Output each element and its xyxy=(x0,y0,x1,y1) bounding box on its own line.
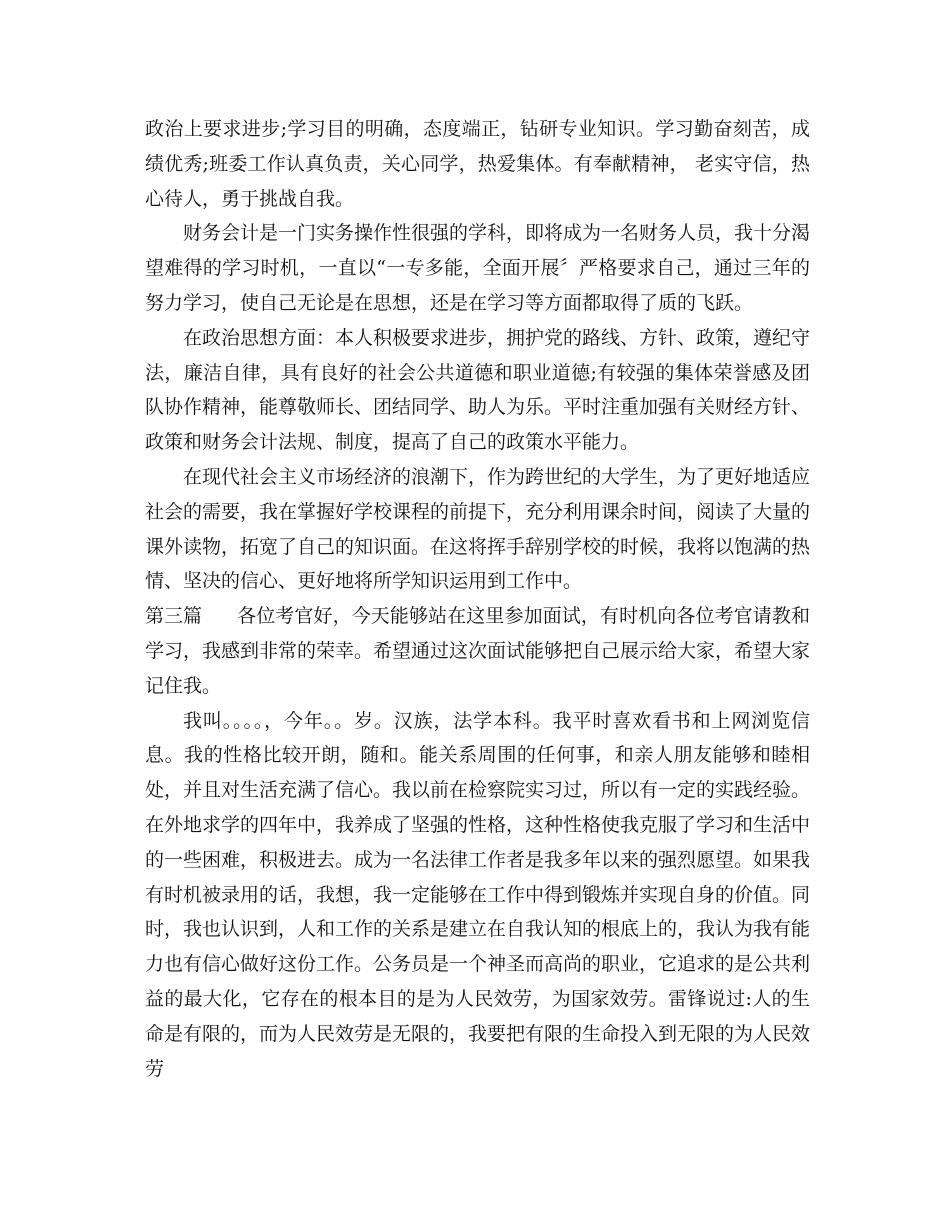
paragraph-3: 在政治思想方面：本人积极要求进步，拥护党的路线、方针、政策，遵纪守法，廉洁自律，具有良好的社会公共道德和职业道德;有较强的集体荣誉感及团队协作精神，能尊敬师长、团结同学、助人为乐。平时注重加强有关财经方针、政策和财务会计法规、制度，提高了自己的政策水平能力。 xyxy=(145,326,811,454)
section-label: 第三篇 xyxy=(145,605,203,628)
paragraph-4: 在现代社会主义市场经济的浪潮下，作为跨世纪的大学生，为了更好地适应社会的需要，我在掌握好学校课程的前提下，充分利用课余时间，阅读了大量的课外读物，拓宽了自己的知识面。在这将挥手辞别学校的时候，我将以饱满的热情、坚决的信心、更好地将所学知识运用到工作中。 xyxy=(145,465,811,593)
section-text: 各位考官好，今天能够站在这里参加面试，有时机向各位考官请教和学习，我感到非常的荣幸。希望通过这次面试能够把自己展示给大家，希望大家记住我。 xyxy=(145,605,811,697)
document-page xyxy=(145,112,810,1086)
paragraph-1: 政治上要求进步;学习目的明确，态度端正，钻研专业知识。学习勤奋刻苦，成绩优秀;班委工作认真负责，关心同学，热爱集体。有奉献精神， 老实守信，热心待人，勇于挑战自我。 xyxy=(145,118,810,210)
final-paragraph: 我叫。。。。，今年。。岁。汉族，法学本科。我平时喜欢看书和上网浏览信息。我的性格比较开朗，随和。能关系周围的任何事，和亲人朋友能够和睦相处，并且对生活充满了信心。我以前在检察院实习过，所以有一定的实践经验。在外地求学的四年中，我养成了坚强的性格，这种性格使我克服了学习和生活中的一些困难，积极进去。成为一名法律工作者是我多年以来的强烈愿望。如果我有时机被录用的话，我想，我一定能够在工作中得到锻炼并实现自身的价值。同时，我也认识到，人和工作的关系是建立在自我认知的根底上的，我认为我有能力也有信心做好这份工作。公务员是一个神圣而高尚的职业，它追求的是公共利益的最大化，它存在的根本目的是为人民效劳，为国家效劳。雷锋说过:人的生命是有限的，而为人民效劳是无限的，我要把有限的生命投入到无限的为人民效劳 xyxy=(145,709,811,1080)
section-paragraph xyxy=(145,599,810,703)
paragraph-2: 财务会计是一门实务操作性很强的学科，即将成为一名财务人员，我十分渴望难得的学习时机，一直以“一专多能，全面开展〞严格要求自己，通过三年的努力学习，使自己无论是在思想，还是在学习等方面都取得了质的飞跃。 xyxy=(145,222,811,314)
